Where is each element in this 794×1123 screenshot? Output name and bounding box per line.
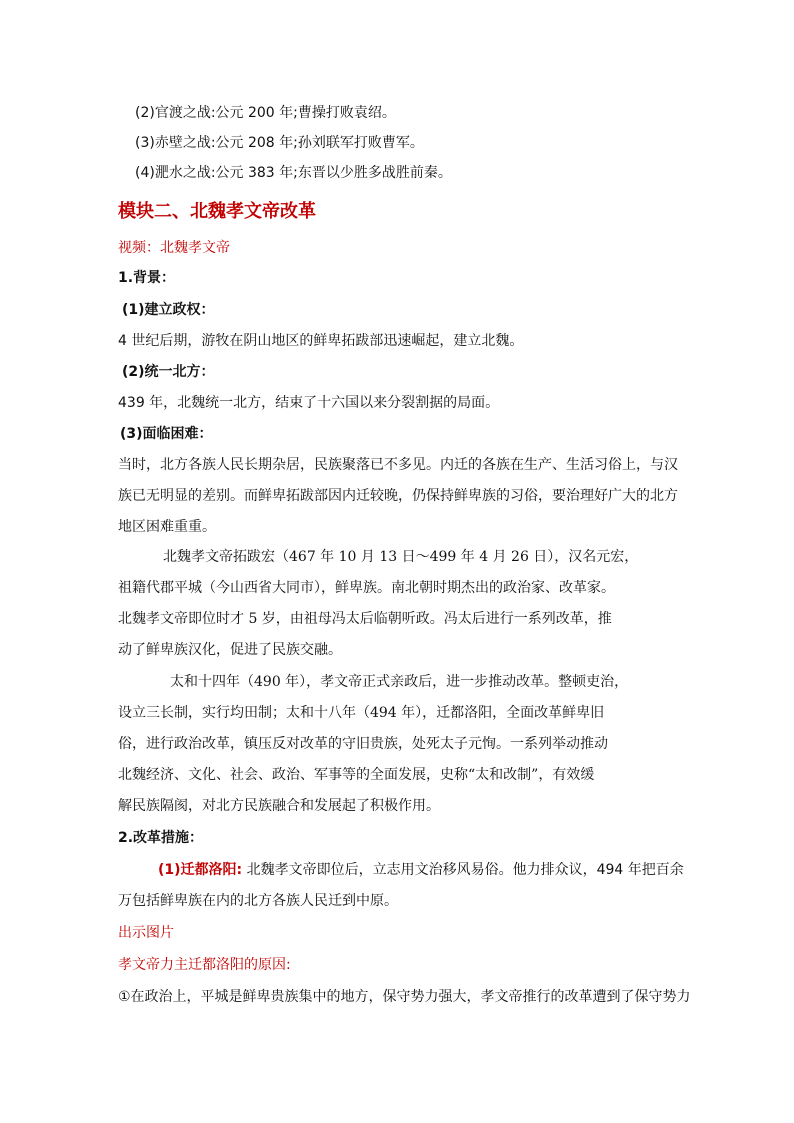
relocation-text-cont: 万包括鲜卑族在内的北方各族人民迁到中原。 bbox=[118, 893, 398, 909]
subheading-unify: (2)统一北方： bbox=[122, 364, 215, 380]
text-difficulty-line: 族已无明显的差别。而鲜卑拓跋部因内迁较晚，仍保持鲜卑族的习俗，要治理好广大的北方 bbox=[118, 488, 678, 504]
reform-history-line: 解民族隔阂，对北方民族融合和发展起了积极作用。 bbox=[118, 798, 440, 814]
bio-line: 北魏孝文帝即位时才 5 岁，由祖母冯太后临朝听政。冯太后进行一系列改革，推 bbox=[118, 611, 612, 627]
background-heading: 1.背景： bbox=[118, 270, 176, 286]
video-label: 视频：北魏孝文帝 bbox=[118, 240, 230, 256]
battle-guandu: (2)官渡之战:公元 200 年;曹操打败袁绍。 bbox=[135, 105, 396, 121]
subheading-establish: (1)建立政权： bbox=[122, 302, 215, 318]
reform-history-line: 设立三长制，实行均田制；太和十八年（494 年），迁都洛阳，全面改革鲜卑旧 bbox=[118, 705, 605, 721]
relocation-reason-heading: 孝文帝力主迁都洛阳的原因: bbox=[118, 957, 291, 973]
subheading-difficulty: (3)面临困难： bbox=[120, 426, 213, 442]
reform-heading: 2.改革措施： bbox=[118, 830, 204, 846]
relocation-text: 北魏孝文帝即位后，立志用文治移风易俗。他力排众议，494 年把百余 bbox=[242, 862, 684, 878]
show-picture-note: 出示图片 bbox=[118, 925, 174, 941]
reform-history-line: 北魏经济、文化、社会、政治、军事等的全面发展，史称“太和改制”，有效缓 bbox=[118, 767, 595, 783]
reform-history-line: 俗，进行政治改革，镇压反对改革的守旧贵族，处死太子元恂。一系列举动推动 bbox=[118, 736, 608, 752]
battle-chibi: (3)赤壁之战:公元 208 年;孙刘联军打败曹军。 bbox=[135, 135, 424, 151]
text-difficulty-line: 地区困难重重。 bbox=[118, 519, 216, 535]
text-establish: 4 世纪后期，游牧在阴山地区的鲜卑拓跋部迅速崛起，建立北魏。 bbox=[118, 333, 524, 349]
reform-history-line: 太和十四年（490 年），孝文帝正式亲政后，进一步推动改革。整顿吏治， bbox=[170, 674, 629, 690]
module-title: 模块二、北魏孝文帝改革 bbox=[118, 201, 316, 222]
relocation-label: (1)迁都洛阳: bbox=[158, 862, 243, 878]
reform-measure-relocation bbox=[158, 860, 728, 880]
bio-line: 祖籍代郡平城（今山西省大同市），鲜卑族。南北朝时期杰出的政治家、改革家。 bbox=[118, 580, 615, 596]
bio-line: 北魏孝文帝拓跋宏（467 年 10 月 13 日～499 年 4 月 26 日），汉名元宏， bbox=[163, 549, 639, 565]
battle-feishui: (4)淝水之战:公元 383 年;东晋以少胜多战胜前秦。 bbox=[135, 165, 452, 181]
relocation-reason-1: ①在政治上，平城是鲜卑贵族集中的地方，保守势力强大，孝文帝推行的改革遭到了保守势力 bbox=[118, 989, 691, 1005]
text-difficulty-line: 当时，北方各族人民长期杂居，民族聚落已不多见。内迁的各族在生产、生活习俗上，与汉 bbox=[118, 457, 678, 473]
bio-line: 动了鲜卑族汉化，促进了民族交融。 bbox=[118, 642, 342, 658]
text-unify: 439 年，北魏统一北方，结束了十六国以来分裂割据的局面。 bbox=[118, 395, 500, 411]
